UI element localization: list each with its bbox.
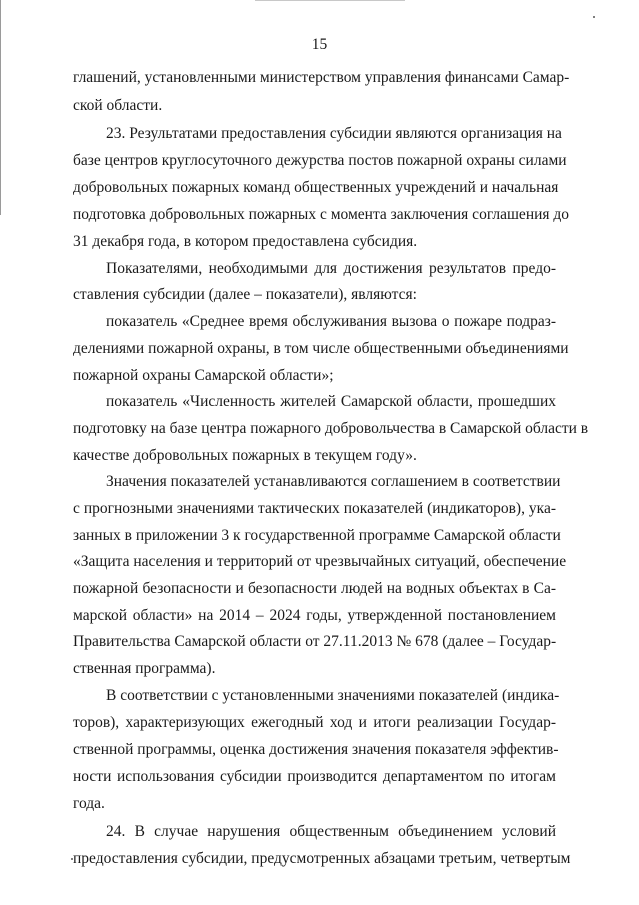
text-line: делениями пожарной охраны, в том числе общественными объединениями bbox=[73, 340, 569, 357]
paragraph-start-line: показатель «Среднее время обслуживания вызова о пожаре подраз- bbox=[106, 313, 556, 330]
paragraph-start-line: В соответствии с установленными значениями показателей (индика- bbox=[106, 687, 560, 704]
text-line: ственной программы, оценка достижения значения показателя эффектив- bbox=[73, 741, 559, 758]
text-line: пожарной охраны Самарской области»; bbox=[73, 367, 334, 384]
text-line: ственная программа). bbox=[73, 660, 216, 677]
page-number: 15 bbox=[311, 36, 328, 53]
text-line: глашений, установленными министерством управления финансами Самар- bbox=[73, 69, 570, 86]
text-line: подготовку на базе центра пожарного добровольчества в Самарской области в bbox=[73, 420, 589, 437]
text-line: Правительства Самарской области от 27.11.2013 № 678 (далее – Государ- bbox=[73, 633, 557, 650]
text-line: пожарной безопасности и безопасности людей на водных объектах в Са- bbox=[73, 580, 556, 597]
text-line: 31 декабря года, в котором предоставлена субсидия. bbox=[73, 233, 418, 250]
scan-artifact-edge bbox=[0, 0, 1, 215]
text-line: марской области» на 2014 – 2024 годы, утвержденной постановлением bbox=[73, 607, 556, 624]
text-line: базе центров круглосуточного дежурства постов пожарной охраны силами bbox=[73, 152, 567, 169]
text-line: добровольных пожарных команд общественных учреждений и начальная bbox=[73, 179, 559, 196]
text-line: качестве добровольных пожарных в текущем году». bbox=[73, 447, 417, 464]
text-line: предоставления субсидии, предусмотренных абзацами третьим, четвертым bbox=[73, 850, 571, 867]
text-line: года. bbox=[73, 795, 105, 812]
text-line: ности использования субсидии производится департаментом по итогам bbox=[73, 768, 556, 785]
paragraph-start-line: 23. Результатами предоставления субсидии являются организация на bbox=[106, 125, 562, 142]
text-line: торов), характеризующих ежегодный ход и итоги реализации Государ- bbox=[73, 714, 556, 731]
text-line: подготовка добровольных пожарных с момента заключения соглашения до bbox=[73, 206, 570, 223]
paragraph-start-line: показатель «Численность жителей Самарской области, прошедших bbox=[106, 393, 556, 410]
paragraph-start-line: Показателями, необходимыми для достижения результатов предо- bbox=[106, 260, 556, 277]
scan-artifact-line bbox=[255, 0, 405, 1]
paragraph-start-line: Значения показателей устанавливаются соглашением в соответствии bbox=[106, 473, 561, 490]
scan-artifact-dot bbox=[593, 16, 595, 18]
text-line: ской области. bbox=[73, 97, 163, 114]
text-line: с прогнозными значениями тактических показателей (индикаторов), ука- bbox=[73, 500, 556, 517]
text-line: «Защита населения и территорий от чрезвычайных ситуаций, обеспечение bbox=[73, 553, 567, 570]
text-line: ставления субсидии (далее – показатели), являются: bbox=[73, 286, 417, 303]
paragraph-start-line: 24. В случае нарушения общественным объединением условий bbox=[106, 823, 556, 840]
text-line: занных в приложении 3 к государственной программе Самарской области bbox=[73, 527, 561, 544]
